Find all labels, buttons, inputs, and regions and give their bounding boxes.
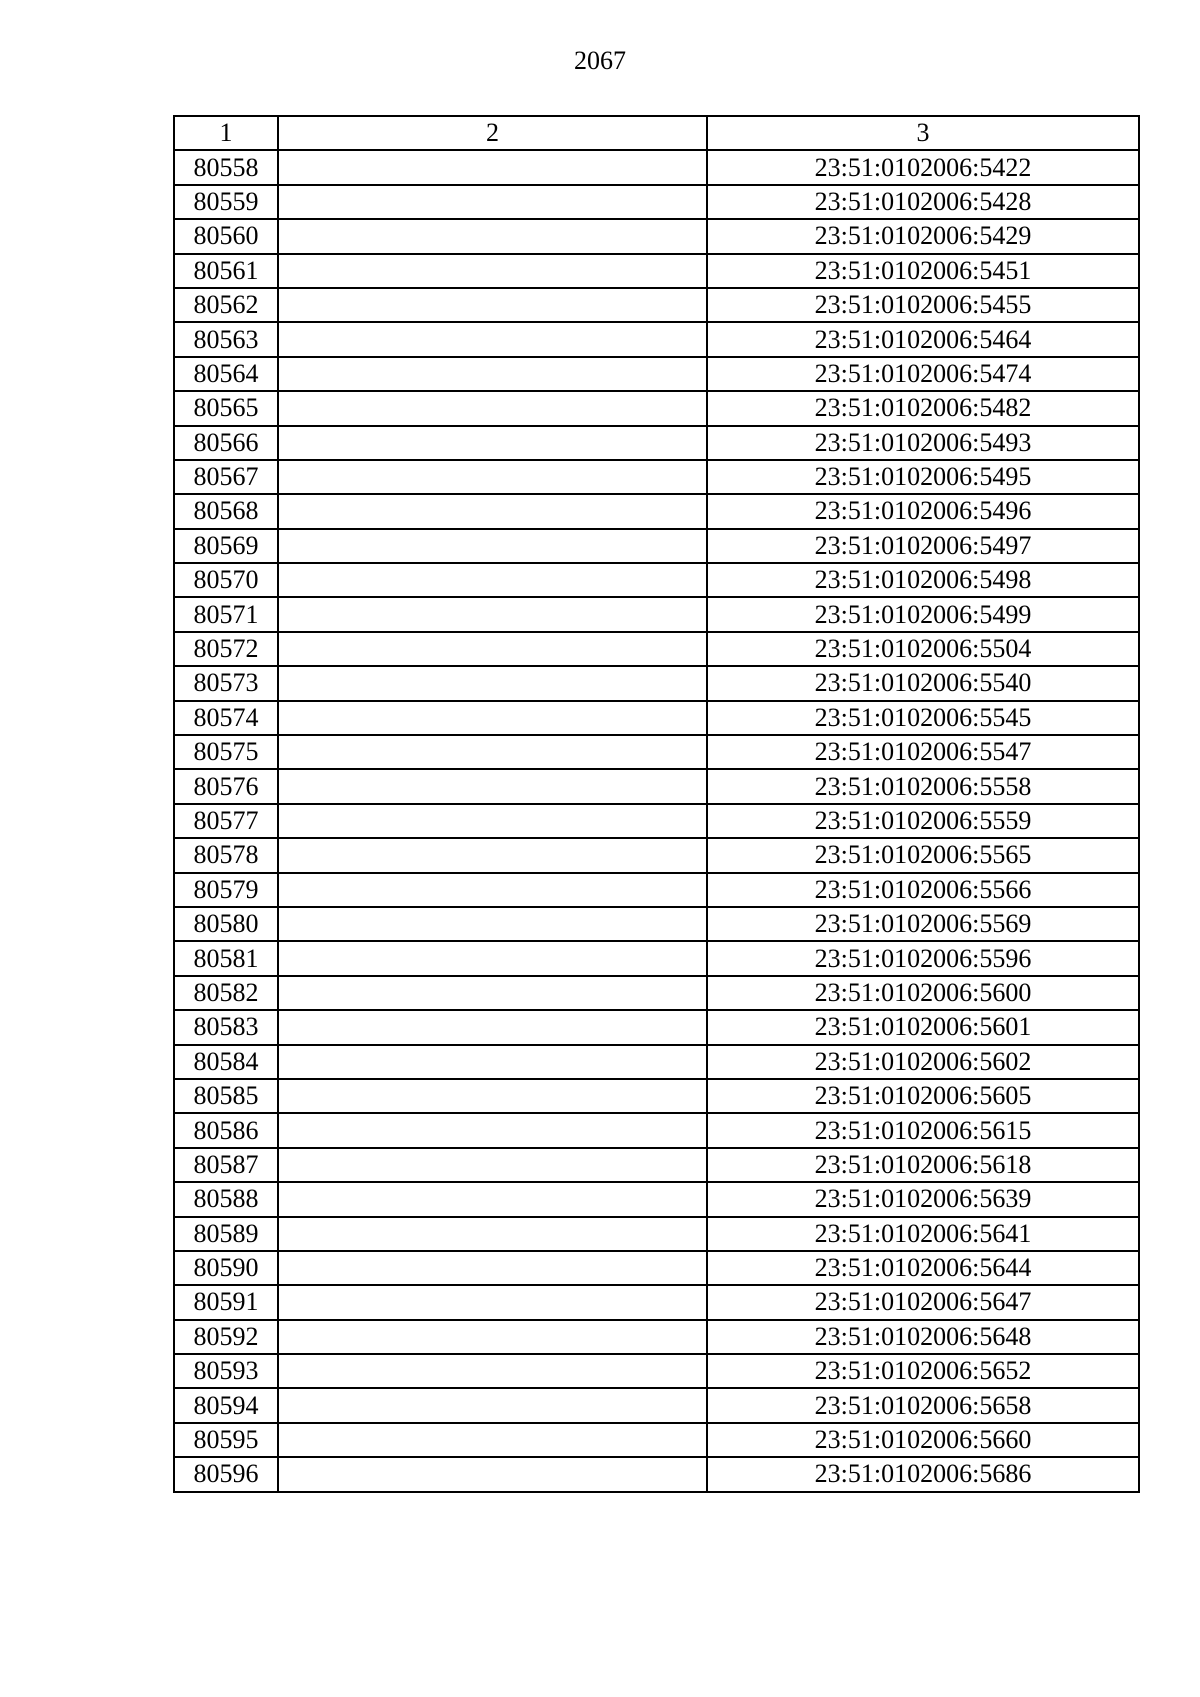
cadastral-number-cell: 23:51:0102006:5540 [707, 666, 1139, 700]
table-row [174, 804, 1139, 838]
table-row [174, 1079, 1139, 1113]
cadastral-number-cell: 23:51:0102006:5648 [707, 1320, 1139, 1354]
row-number-cell: 80562 [174, 288, 278, 322]
cadastral-number-cell: 23:51:0102006:5474 [707, 357, 1139, 391]
cadastral-number-cell: 23:51:0102006:5482 [707, 391, 1139, 425]
cadastral-number-cell: 23:51:0102006:5558 [707, 769, 1139, 803]
row-number-cell: 80590 [174, 1251, 278, 1285]
table-row [174, 357, 1139, 391]
row-number-cell: 80586 [174, 1113, 278, 1147]
cadastral-number-cell: 23:51:0102006:5495 [707, 460, 1139, 494]
cadastral-number-cell: 23:51:0102006:5547 [707, 735, 1139, 769]
table-row [174, 1320, 1139, 1354]
row-number-cell: 80592 [174, 1320, 278, 1354]
table-row [174, 1423, 1139, 1457]
description-cell [278, 597, 707, 631]
row-number-cell: 80570 [174, 563, 278, 597]
description-cell [278, 1320, 707, 1354]
column-header-3: 3 [707, 116, 1139, 150]
cadastral-number-cell: 23:51:0102006:5493 [707, 426, 1139, 460]
row-number-cell: 80589 [174, 1217, 278, 1251]
row-number-cell: 80582 [174, 976, 278, 1010]
row-number-cell: 80567 [174, 460, 278, 494]
description-cell [278, 529, 707, 563]
table-row [174, 769, 1139, 803]
cadastral-number-cell: 23:51:0102006:5504 [707, 632, 1139, 666]
description-cell [278, 1148, 707, 1182]
row-number-cell: 80565 [174, 391, 278, 425]
row-number-cell: 80580 [174, 907, 278, 941]
description-cell [278, 1354, 707, 1388]
cadastral-number-cell: 23:51:0102006:5496 [707, 494, 1139, 528]
cadastral-number-cell: 23:51:0102006:5644 [707, 1251, 1139, 1285]
description-cell [278, 1182, 707, 1216]
table-row [174, 838, 1139, 872]
row-number-cell: 80578 [174, 838, 278, 872]
description-cell [278, 426, 707, 460]
page-number: 2067 [574, 46, 626, 75]
table-row [174, 976, 1139, 1010]
description-cell [278, 357, 707, 391]
row-number-cell: 80593 [174, 1354, 278, 1388]
description-cell [278, 907, 707, 941]
row-number-cell: 80596 [174, 1457, 278, 1491]
row-number-cell: 80594 [174, 1388, 278, 1422]
description-cell [278, 563, 707, 597]
row-number-cell: 80559 [174, 185, 278, 219]
cadastral-number-cell: 23:51:0102006:5565 [707, 838, 1139, 872]
cadastral-number-cell: 23:51:0102006:5596 [707, 941, 1139, 975]
cadastral-number-cell: 23:51:0102006:5602 [707, 1045, 1139, 1079]
description-cell [278, 1045, 707, 1079]
row-number-cell: 80579 [174, 873, 278, 907]
table-row [174, 185, 1139, 219]
table-row [174, 1388, 1139, 1422]
description-cell [278, 735, 707, 769]
table-row [174, 1045, 1139, 1079]
row-number-cell: 80560 [174, 219, 278, 253]
header-row [174, 116, 1139, 150]
description-cell [278, 1079, 707, 1113]
cadastral-number-cell: 23:51:0102006:5499 [707, 597, 1139, 631]
description-cell [278, 1388, 707, 1422]
cadastral-number-cell: 23:51:0102006:5422 [707, 150, 1139, 184]
description-cell [278, 1217, 707, 1251]
table-row [174, 150, 1139, 184]
table-row [174, 322, 1139, 356]
table-row [174, 666, 1139, 700]
row-number-cell: 80577 [174, 804, 278, 838]
column-header-1: 1 [174, 116, 278, 150]
table-row [174, 1457, 1139, 1491]
table-row [174, 1285, 1139, 1319]
cadastral-number-cell: 23:51:0102006:5615 [707, 1113, 1139, 1147]
row-number-cell: 80591 [174, 1285, 278, 1319]
description-cell [278, 666, 707, 700]
table-row [174, 219, 1139, 253]
row-number-cell: 80568 [174, 494, 278, 528]
row-number-cell: 80575 [174, 735, 278, 769]
description-cell [278, 769, 707, 803]
description-cell [278, 632, 707, 666]
row-number-cell: 80584 [174, 1045, 278, 1079]
table-row [174, 254, 1139, 288]
description-cell [278, 1457, 707, 1491]
row-number-cell: 80558 [174, 150, 278, 184]
description-cell [278, 1251, 707, 1285]
description-cell [278, 941, 707, 975]
row-number-cell: 80595 [174, 1423, 278, 1457]
table-body [174, 150, 1139, 1491]
description-cell [278, 976, 707, 1010]
cadastral-number-cell: 23:51:0102006:5600 [707, 976, 1139, 1010]
cadastral-number-cell: 23:51:0102006:5566 [707, 873, 1139, 907]
row-number-cell: 80585 [174, 1079, 278, 1113]
description-cell [278, 185, 707, 219]
description-cell [278, 1285, 707, 1319]
table-row [174, 1217, 1139, 1251]
row-number-cell: 80587 [174, 1148, 278, 1182]
cadastral-number-cell: 23:51:0102006:5652 [707, 1354, 1139, 1388]
table-row [174, 529, 1139, 563]
row-number-cell: 80566 [174, 426, 278, 460]
cadastral-number-cell: 23:51:0102006:5497 [707, 529, 1139, 563]
table-row [174, 288, 1139, 322]
row-number-cell: 80573 [174, 666, 278, 700]
table-row [174, 391, 1139, 425]
table-row [174, 1354, 1139, 1388]
row-number-cell: 80574 [174, 701, 278, 735]
cadastral-number-cell: 23:51:0102006:5601 [707, 1010, 1139, 1044]
row-number-cell: 80576 [174, 769, 278, 803]
table-row [174, 597, 1139, 631]
row-number-cell: 80571 [174, 597, 278, 631]
cadastral-number-cell: 23:51:0102006:5618 [707, 1148, 1139, 1182]
cadastral-number-cell: 23:51:0102006:5658 [707, 1388, 1139, 1422]
table-header [174, 116, 1139, 150]
table-row [174, 735, 1139, 769]
cadastral-number-cell: 23:51:0102006:5464 [707, 322, 1139, 356]
cadastral-number-cell: 23:51:0102006:5559 [707, 804, 1139, 838]
cadastral-number-cell: 23:51:0102006:5605 [707, 1079, 1139, 1113]
cadastral-number-cell: 23:51:0102006:5686 [707, 1457, 1139, 1491]
description-cell [278, 804, 707, 838]
row-number-cell: 80561 [174, 254, 278, 288]
cadastral-number-cell: 23:51:0102006:5641 [707, 1217, 1139, 1251]
description-cell [278, 391, 707, 425]
table-row [174, 701, 1139, 735]
table-row [174, 460, 1139, 494]
row-number-cell: 80572 [174, 632, 278, 666]
cadastral-number-cell: 23:51:0102006:5451 [707, 254, 1139, 288]
description-cell [278, 219, 707, 253]
cadastral-number-cell: 23:51:0102006:5647 [707, 1285, 1139, 1319]
description-cell [278, 288, 707, 322]
cadastral-number-cell: 23:51:0102006:5498 [707, 563, 1139, 597]
row-number-cell: 80583 [174, 1010, 278, 1044]
data-table [173, 115, 1140, 1493]
table-row [174, 873, 1139, 907]
description-cell [278, 460, 707, 494]
cadastral-number-cell: 23:51:0102006:5545 [707, 701, 1139, 735]
table-row [174, 563, 1139, 597]
row-number-cell: 80569 [174, 529, 278, 563]
description-cell [278, 701, 707, 735]
table-row [174, 1148, 1139, 1182]
row-number-cell: 80564 [174, 357, 278, 391]
cadastral-number-cell: 23:51:0102006:5660 [707, 1423, 1139, 1457]
table-row [174, 1251, 1139, 1285]
table-row [174, 1182, 1139, 1216]
table-row [174, 1113, 1139, 1147]
table-row [174, 941, 1139, 975]
description-cell [278, 838, 707, 872]
description-cell [278, 254, 707, 288]
row-number-cell: 80581 [174, 941, 278, 975]
column-header-2: 2 [278, 116, 707, 150]
table-row [174, 632, 1139, 666]
table-row [174, 1010, 1139, 1044]
cadastral-number-cell: 23:51:0102006:5639 [707, 1182, 1139, 1216]
row-number-cell: 80588 [174, 1182, 278, 1216]
description-cell [278, 494, 707, 528]
table-row [174, 494, 1139, 528]
description-cell [278, 1010, 707, 1044]
cadastral-number-cell: 23:51:0102006:5569 [707, 907, 1139, 941]
description-cell [278, 150, 707, 184]
description-cell [278, 1113, 707, 1147]
row-number-cell: 80563 [174, 322, 278, 356]
table-row [174, 426, 1139, 460]
description-cell [278, 322, 707, 356]
description-cell [278, 1423, 707, 1457]
cadastral-number-cell: 23:51:0102006:5429 [707, 219, 1139, 253]
cadastral-number-cell: 23:51:0102006:5428 [707, 185, 1139, 219]
description-cell [278, 873, 707, 907]
cadastral-number-cell: 23:51:0102006:5455 [707, 288, 1139, 322]
table-row [174, 907, 1139, 941]
